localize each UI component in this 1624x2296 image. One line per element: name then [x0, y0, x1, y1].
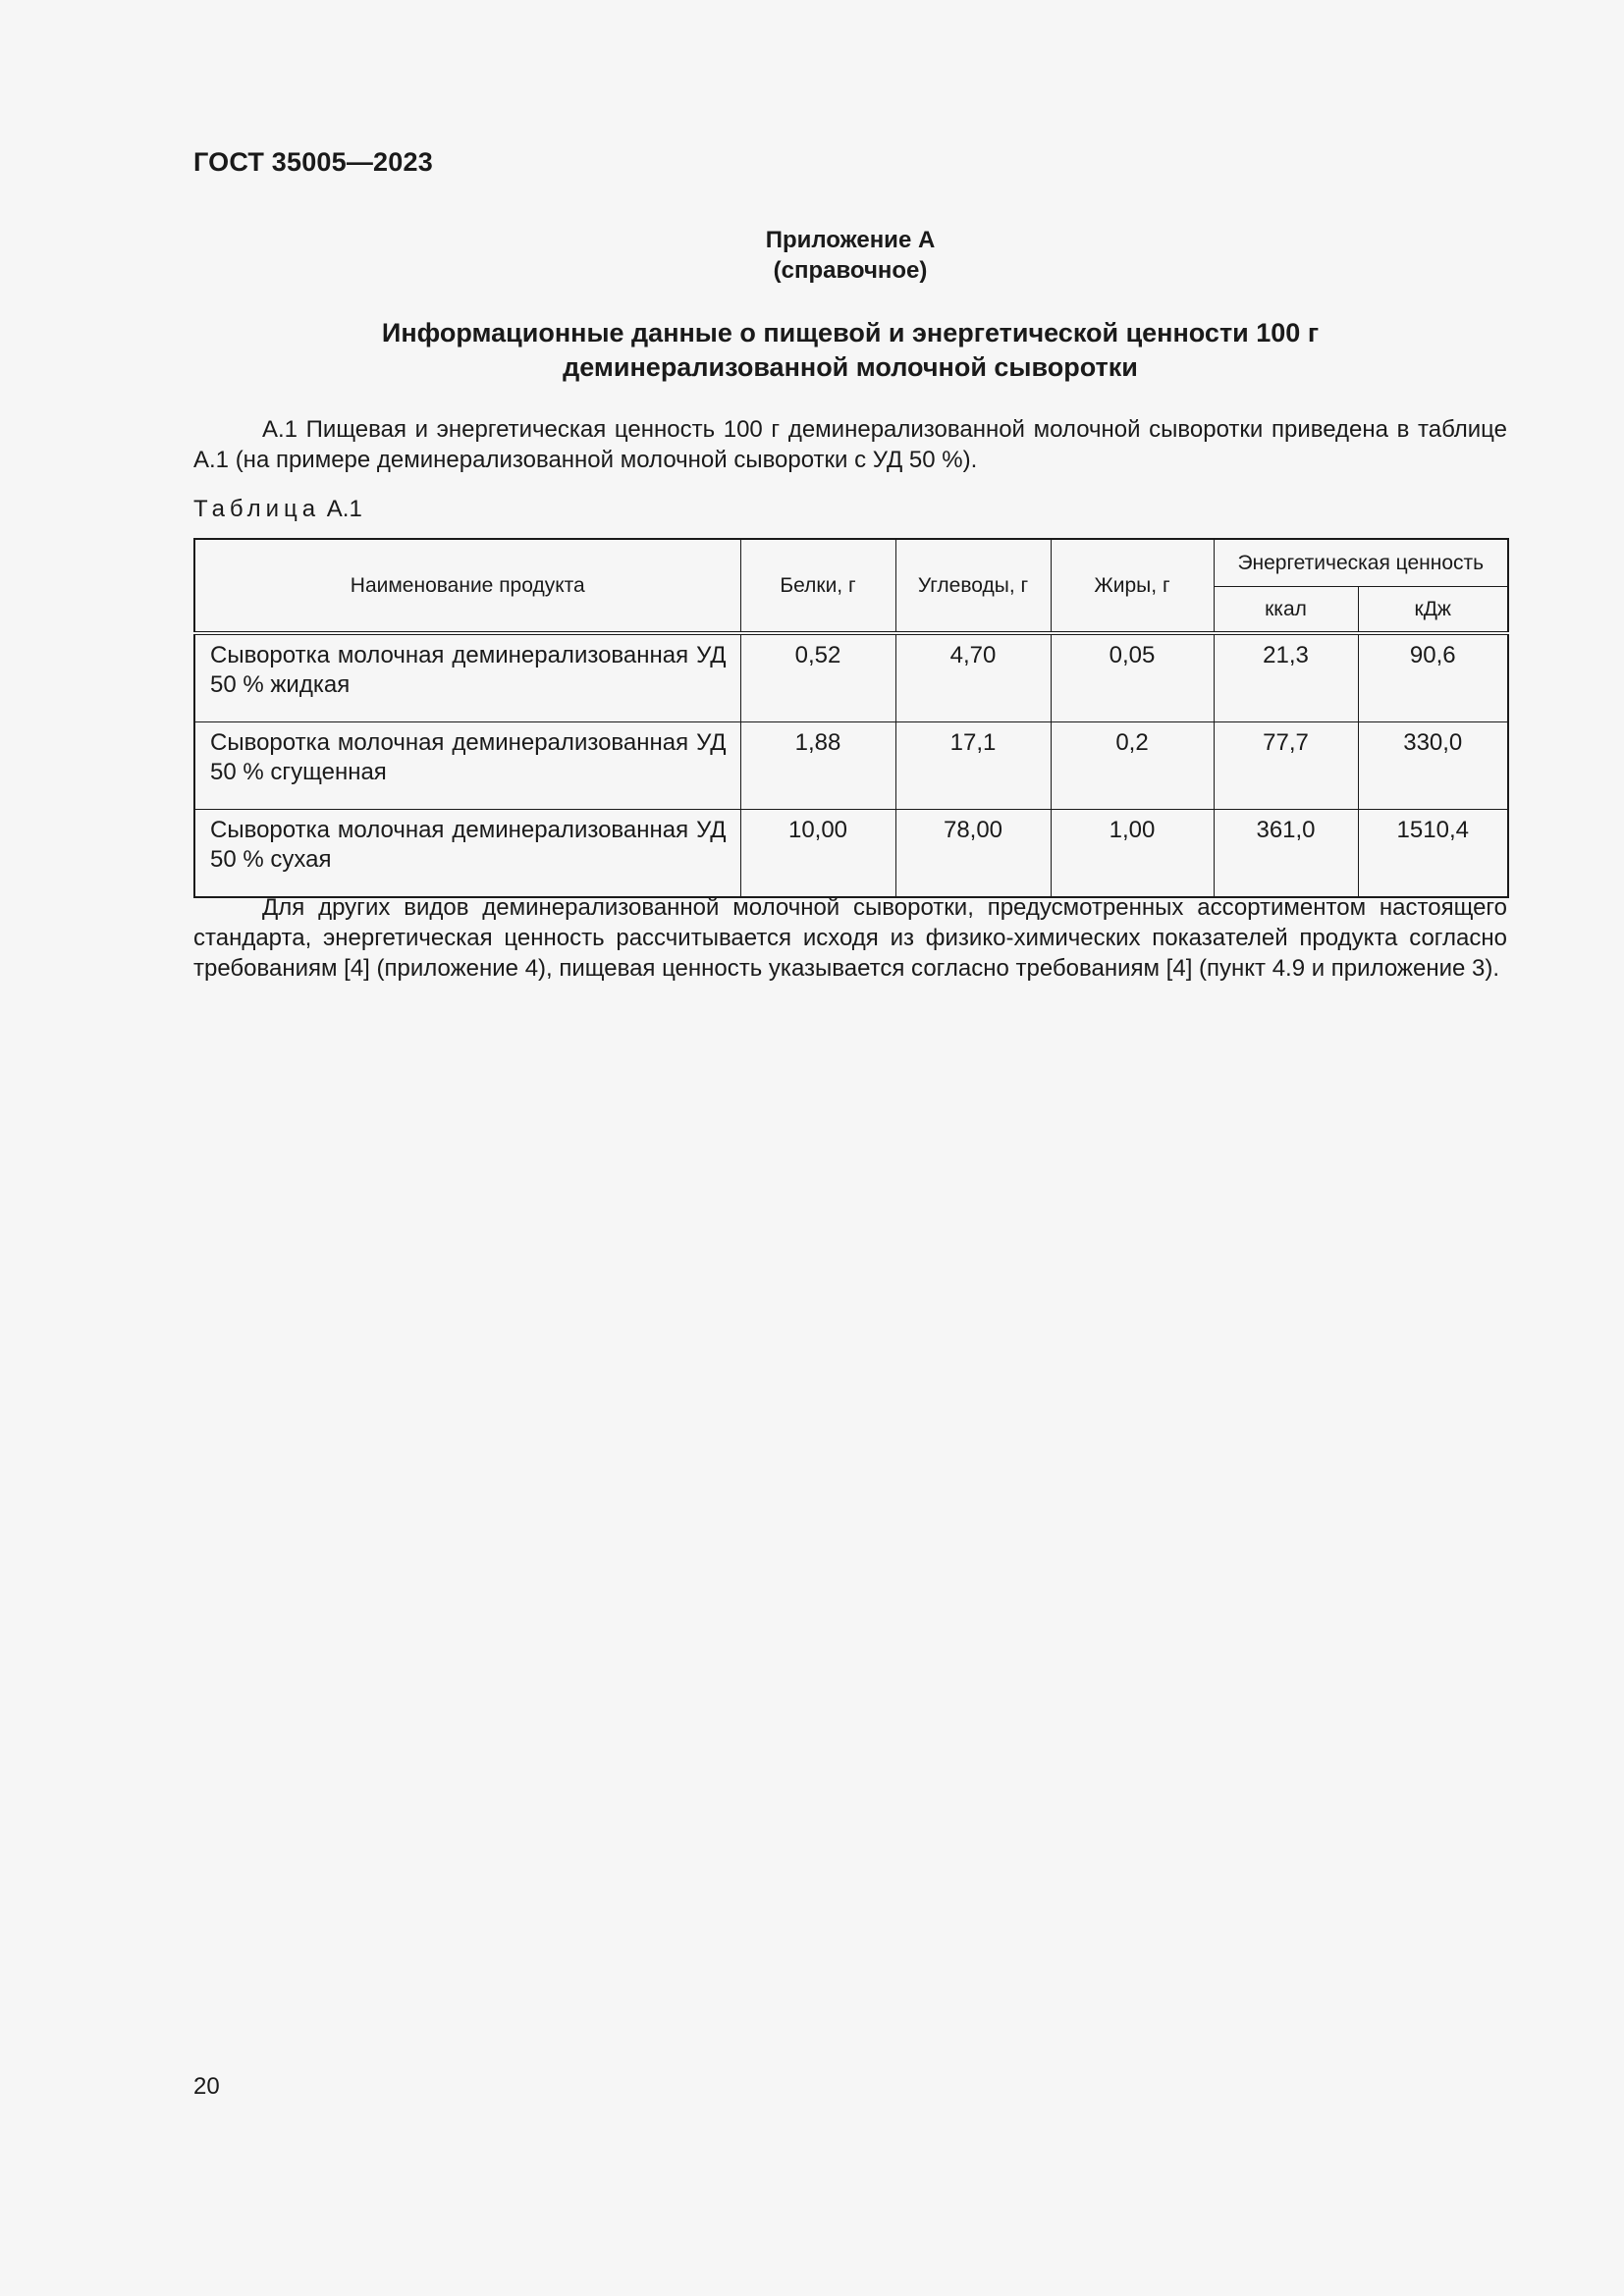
header-proteins: Белки, г — [740, 539, 895, 633]
cell-kj: 1510,4 — [1358, 810, 1508, 898]
standard-code: ГОСТ 35005—2023 — [193, 147, 433, 177]
page-number: 20 — [193, 2073, 220, 2100]
nutrition-table — [193, 538, 1509, 898]
header-energy: Энергетическая ценность — [1214, 539, 1508, 587]
cell-carbs: 17,1 — [895, 722, 1051, 810]
cell-proteins: 1,88 — [740, 722, 895, 810]
table-row — [194, 810, 1508, 898]
main-title-line-2: деминерализованной молочной сыворотки — [563, 352, 1138, 382]
table-row — [194, 722, 1508, 810]
paragraph-a1: А.1 Пищевая и энергетическая ценность 100 г деминерализованной молочной сыворотки приведена в таблице А.1 (на примере деминерализованной молочной сыворотки с УД 50 %). — [193, 416, 1507, 473]
annex-heading — [193, 225, 1507, 286]
table-row — [194, 633, 1508, 722]
main-title — [193, 316, 1507, 385]
cell-kj: 90,6 — [1358, 633, 1508, 722]
header-kcal: ккал — [1214, 587, 1358, 634]
table-caption-label: Таблица — [193, 496, 321, 522]
header-carbs: Углеводы, г — [895, 539, 1051, 633]
table-caption — [193, 496, 362, 523]
cell-product-name: Сыворотка молочная деминерализованная УД 50 % сгущенная — [194, 722, 740, 810]
main-title-line-1: Информационные данные о пищевой и энергетической ценности 100 г — [381, 318, 1320, 347]
annex-status: (справочное) — [773, 257, 928, 284]
header-product: Наименование продукта — [194, 539, 740, 633]
cell-product-name: Сыворотка молочная деминерализованная УД 50 % жидкая — [194, 633, 740, 722]
header-fats: Жиры, г — [1051, 539, 1214, 633]
annex-title: Приложение А — [765, 227, 936, 253]
cell-carbs: 78,00 — [895, 810, 1051, 898]
paragraph-other-types: Для других видов деминерализованной молочной сыворотки, предусмотренных ассортиментом настоящего стандарта, энергетическая ценность рассчитывается исходя из физико-химических показателей продукта согласно требованиям [4] (приложение 4), пищевая ценность указывается согласно требованиям [4] (пункт 4.9 и приложение 3). — [193, 894, 1507, 982]
header-kj: кДж — [1358, 587, 1508, 634]
cell-product-name: Сыворотка молочная деминерализованная УД 50 % сухая — [194, 810, 740, 898]
cell-kcal: 21,3 — [1214, 633, 1358, 722]
cell-fats: 1,00 — [1051, 810, 1214, 898]
cell-proteins: 0,52 — [740, 633, 895, 722]
cell-kj: 330,0 — [1358, 722, 1508, 810]
cell-kcal: 361,0 — [1214, 810, 1358, 898]
cell-carbs: 4,70 — [895, 633, 1051, 722]
cell-fats: 0,2 — [1051, 722, 1214, 810]
cell-kcal: 77,7 — [1214, 722, 1358, 810]
cell-proteins: 10,00 — [740, 810, 895, 898]
table-header-row — [194, 539, 1508, 587]
cell-fats: 0,05 — [1051, 633, 1214, 722]
table-caption-number: А.1 — [326, 496, 362, 522]
